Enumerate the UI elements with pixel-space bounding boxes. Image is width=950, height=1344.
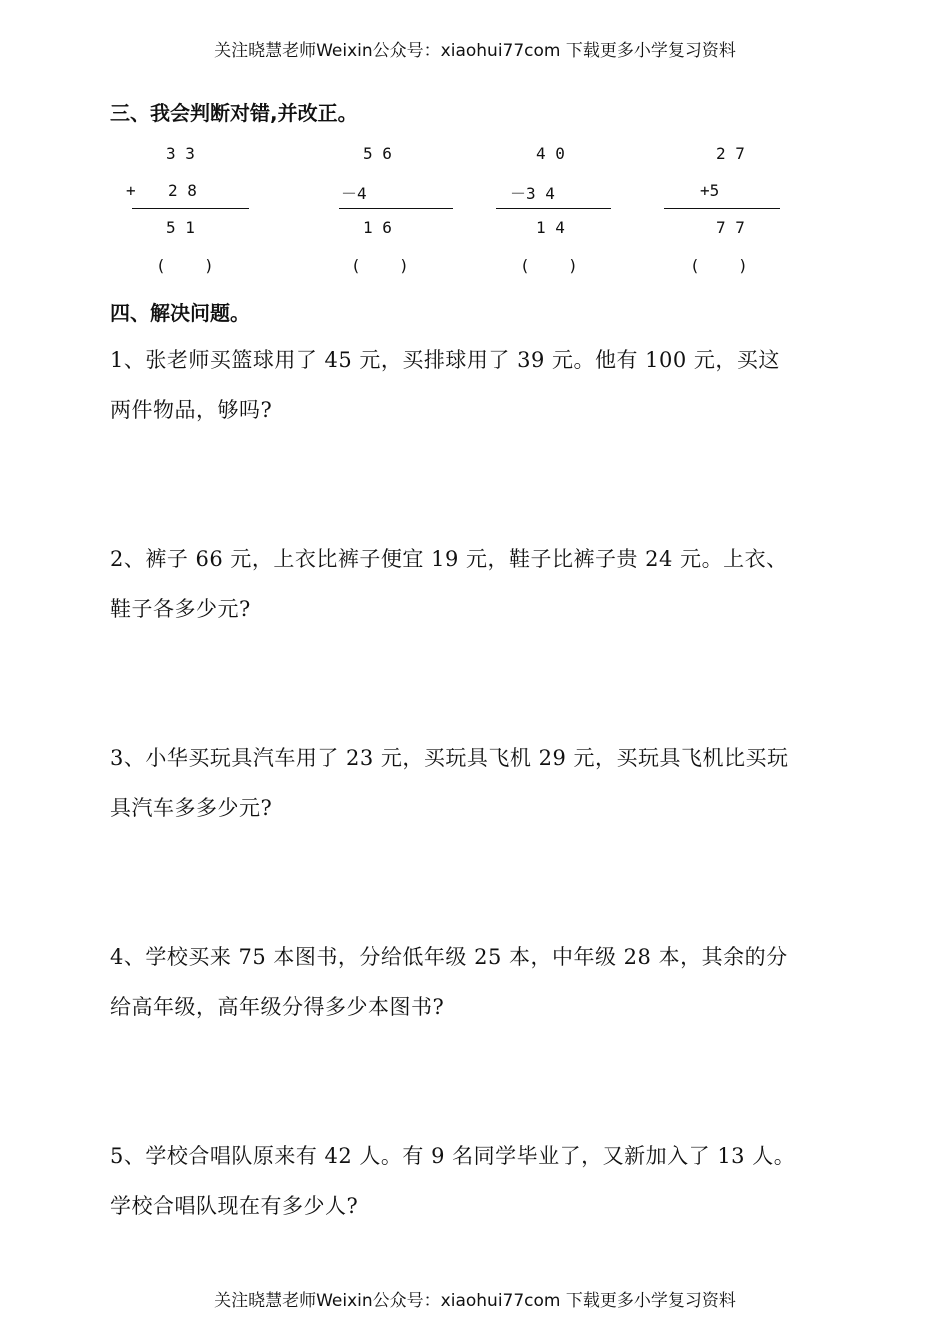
calc-2-second-number: －4 xyxy=(341,184,367,203)
calc-3-top-number: 4 0 xyxy=(536,144,565,163)
calc-4-top-number: 2 7 xyxy=(716,144,745,163)
section-3-title: 三、我会判断对错,并改正。 xyxy=(110,101,358,125)
calc-2-top-number: 5 6 xyxy=(363,144,392,163)
calc-1-answer-blank[interactable]: ( ) xyxy=(156,256,214,275)
problem-5-line-2: 学校合唱队现在有多少人? xyxy=(110,1194,359,1218)
vertical-calc-4 xyxy=(664,140,814,280)
calc-2-result: 1 6 xyxy=(363,218,392,237)
calc-1-top-number: 3 3 xyxy=(166,144,195,163)
calc-3-second-number: －3 4 xyxy=(510,184,555,203)
problem-1-line-1: 1、张老师买篮球用了 45 元，买排球用了 39 元。他有 100 元，买这 xyxy=(110,348,780,372)
problem-2 xyxy=(110,534,855,634)
problem-3-line-2: 具汽车多多少元? xyxy=(110,796,273,820)
calc-3-line xyxy=(496,208,611,209)
calc-3-result: 1 4 xyxy=(536,218,565,237)
calc-1-second-number: 2 8 xyxy=(168,181,197,200)
vertical-calc-1 xyxy=(118,140,268,280)
problem-3 xyxy=(110,733,855,833)
calc-2-line xyxy=(339,208,453,209)
calc-4-answer-blank[interactable]: ( ) xyxy=(690,256,748,275)
problem-2-line-1: 2、裤子 66 元，上衣比裤子便宜 19 元，鞋子比裤子贵 24 元。上衣、 xyxy=(110,547,788,571)
problem-3-line-1: 3、小华买玩具汽车用了 23 元，买玩具飞机 29 元，买玩具飞机比买玩 xyxy=(110,746,789,770)
calc-1-result: 5 1 xyxy=(166,218,195,237)
calc-1-line xyxy=(132,208,249,209)
page-header: 关注晓慧老师Weixin公众号：xiaohui77com 下载更多小学复习资料 xyxy=(214,41,736,61)
problem-1-line-2: 两件物品，够吗? xyxy=(110,398,273,422)
problem-4-line-1: 4、学校买来 75 本图书，分给低年级 25 本，中年级 28 本，其余的分 xyxy=(110,945,788,969)
calc-4-line xyxy=(664,208,780,209)
problem-4 xyxy=(110,932,855,1032)
problem-5-line-1: 5、学校合唱队原来有 42 人。有 9 名同学毕业了，又新加入了 13 人。 xyxy=(110,1144,796,1168)
page-footer: 关注晓慧老师Weixin公众号：xiaohui77com 下载更多小学复习资料 xyxy=(214,1291,736,1311)
calc-3-answer-blank[interactable]: ( ) xyxy=(520,256,578,275)
calc-2-answer-blank[interactable]: ( ) xyxy=(351,256,409,275)
vertical-calc-2 xyxy=(337,140,487,280)
section-4-title: 四、解决问题。 xyxy=(110,301,250,325)
problem-1 xyxy=(110,335,855,435)
problem-4-line-2: 给高年级，高年级分得多少本图书? xyxy=(110,995,445,1019)
problem-5 xyxy=(110,1131,855,1231)
calc-1-operator: + xyxy=(126,181,136,200)
vertical-calc-3 xyxy=(496,140,646,280)
problem-2-line-2: 鞋子各多少元? xyxy=(110,597,251,621)
calc-4-second-number: +5 xyxy=(700,181,720,200)
calc-4-result: 7 7 xyxy=(716,218,745,237)
